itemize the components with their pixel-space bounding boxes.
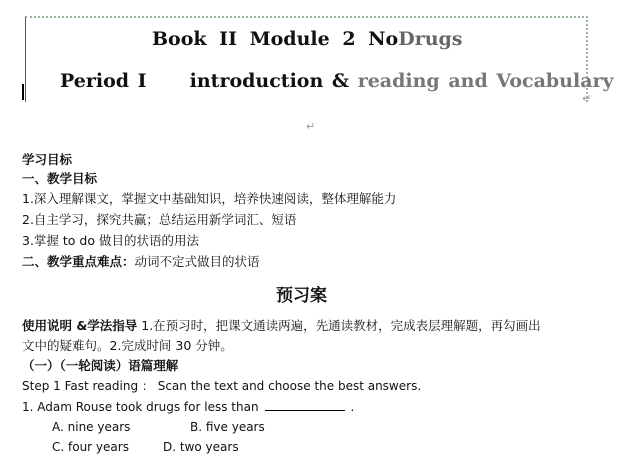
key-points-label: 二、教学重点难点： [22,254,135,269]
topic-a: introduction & [189,70,350,92]
preview-title: 预习案 [276,286,327,306]
instructions-label: 使用说明 &学法指导 [22,318,138,333]
goals-section-1: 一、教学目标 [22,171,98,186]
instructions-line-2: 文中的疑难句。2.完成时间 30 分钟。 [22,338,233,353]
option-b: B. five years [190,420,265,434]
paragraph-mark: ↵ [582,92,592,105]
period-label: Period Ⅰ [60,70,147,92]
section-heading: （一）（一轮阅读）语篇理解 [22,358,179,373]
answer-blank[interactable] [265,399,345,411]
question-1-end: . [350,400,355,414]
goal-item-3: 3.掌握 to do 做目的状语的用法 [22,233,199,248]
title-line-2 [60,70,614,92]
goals-section-2 [22,252,260,270]
question-1 [22,399,354,414]
title-line-1 [152,28,463,50]
paragraph-mark: ↵ [306,120,316,133]
goal-item-1: 1.深入理解课文，掌握文中基础知识，培养快速阅读，整体理解能力 [22,191,397,206]
title-no: No [368,28,399,50]
option-d: D. two years [163,440,239,454]
book-label: Book II [152,28,237,50]
question-1-text: 1. Adam Rouse took drugs for less than [22,400,259,414]
step-instruction: Step 1 Fast reading ： Scan the text and choose the best answers. [22,379,422,393]
goal-item-2: 2.自主学习，探究共赢；总结运用新学词汇、短语 [22,212,297,227]
instructions-line-1 [22,316,541,334]
instructions-text-1: 1.在预习时，把课文通读两遍，先通读教材，完成表层理解题，再勾画出 [141,318,541,333]
goals-heading: 学习目标 [22,152,73,167]
topic-b: reading and Vocabulary [357,70,614,92]
title-drugs: Drugs [398,28,463,50]
cursor-bar [22,84,24,100]
key-points-text: 动词不定式做目的状语 [134,254,260,269]
module-label: Module 2 [249,28,356,50]
option-c: C. four years [52,440,129,454]
option-a: A. nine years [52,420,131,434]
